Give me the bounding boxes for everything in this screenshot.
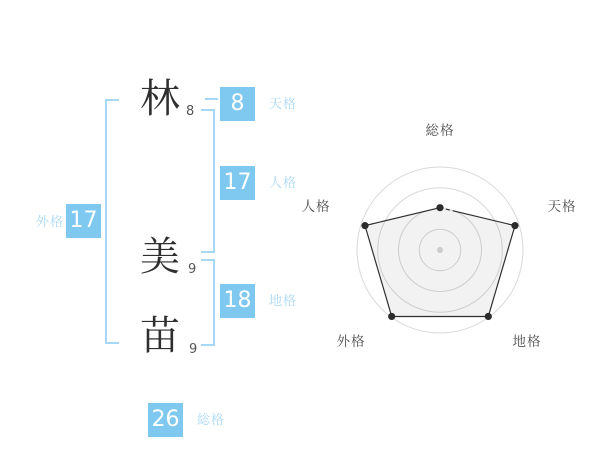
gaikaku-bracket <box>105 99 119 344</box>
gokaku-radar-chart <box>290 110 590 360</box>
radar-axis-label-gaikaku: 外格 <box>336 334 366 350</box>
radar-axis-label-chikaku: 地格 <box>512 334 542 350</box>
name-char-surname: 林 <box>140 76 180 122</box>
tenkaku-value-box: 8 <box>220 87 255 121</box>
radar-axis-label-tenkaku: 天格 <box>547 199 577 215</box>
name-char-given-1: 美 <box>140 234 180 280</box>
radar-plot <box>361 204 518 320</box>
radar-vertex-dot <box>485 313 492 320</box>
stroke-count-given-1: 9 <box>188 262 197 277</box>
name-char-given-2: 苗 <box>140 313 180 359</box>
soukaku-label[interactable]: 総格 <box>197 413 226 428</box>
radar-vertex-dot <box>361 222 368 229</box>
radar-vertex-dot <box>388 313 395 320</box>
chikaku-label[interactable]: 地格 <box>269 294 298 309</box>
radar-axis-label-soukaku: 総格 <box>425 123 455 139</box>
chikaku-bracket <box>201 259 215 346</box>
soukaku-value-box: 26 <box>148 403 183 437</box>
radar-axis-label-jinkaku: 人格 <box>301 199 331 215</box>
jinkaku-value-box: 17 <box>220 166 255 200</box>
radar-vertex-dot <box>436 204 443 211</box>
gaikaku-label[interactable]: 外格 <box>35 215 64 230</box>
stroke-count-surname: 8 <box>186 104 195 119</box>
jinkaku-label[interactable]: 人格 <box>269 176 298 191</box>
radar-vertex-dot <box>511 222 518 229</box>
stroke-count-given-2: 9 <box>189 342 198 357</box>
jinkaku-bracket <box>201 109 215 253</box>
tenkaku-label[interactable]: 天格 <box>269 97 298 112</box>
radar-center-dot <box>437 247 443 253</box>
chikaku-value-box: 18 <box>220 284 255 318</box>
tenkaku-tick <box>205 98 218 100</box>
gaikaku-value-box: 17 <box>66 204 101 238</box>
